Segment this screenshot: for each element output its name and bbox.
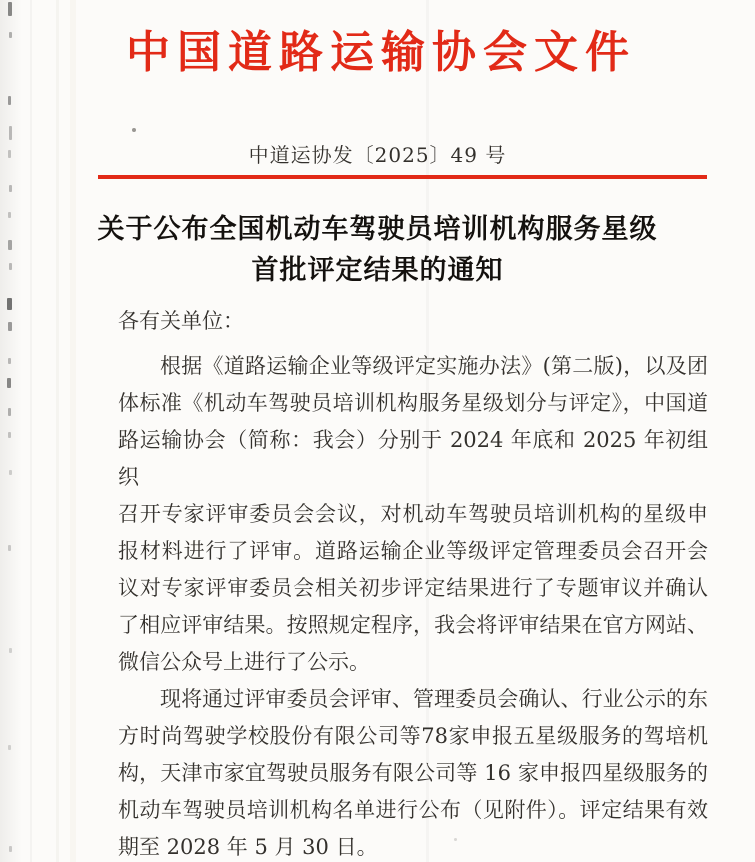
text-line: 议对专家评审委员会相关初步评定结果进行了专题审议并确认 (118, 576, 708, 600)
notice-title-line1: 关于公布全国机动车驾驶员培训机构服务星级 (97, 214, 658, 245)
text-line: 根据《道路运输企业等级评定实施办法》(第二版)，以及团 (160, 354, 708, 378)
text-line: 构，天津市家宜驾驶员服务有限公司等 16 家申报四星级服务的 (118, 761, 708, 785)
notice-title (0, 209, 755, 291)
paragraph-1 (118, 348, 708, 681)
paragraph-2 (118, 681, 708, 862)
notice-body (118, 303, 708, 862)
document-number: 中道运协发〔2025〕49 号 (248, 143, 507, 167)
text-line: 路运输协会（简称：我会）分别于 2024 年底和 2025 年初组织 (118, 428, 708, 489)
salutation: 各有关单位： (118, 309, 244, 333)
red-divider-rule (98, 175, 707, 179)
text-line: 体标准《机动车驾驶员培训机构服务星级划分与评定》，中国道 (118, 391, 708, 415)
text-line: 召开专家评审委员会会议，对机动车驾驶员培训机构的星级申 (118, 502, 708, 526)
text-line: 报材料进行了评审。道路运输企业等级评定管理委员会召开会 (118, 539, 708, 563)
scan-streak (70, 0, 76, 862)
text-line: 机动车驾驶员培训机构名单进行公布（见附件）。评定结果有效 (118, 798, 708, 822)
letterhead-title: 中国道路运输协会文件 (126, 27, 636, 78)
text-line: 微信公众号上进行了公示。 (118, 650, 370, 674)
scan-streak (30, 0, 32, 862)
notice-title-line2: 首批评定结果的通知 (251, 255, 504, 286)
scan-streak (56, 0, 59, 862)
text-line: 现将通过评审委员会评审、管理委员会确认、行业公示的东 (160, 687, 708, 711)
text-line: 期至 2028 年 5 月 30 日。 (118, 835, 378, 859)
text-line: 方时尚驾驶学校股份有限公司等78家申报五星级服务的驾培机 (118, 724, 708, 748)
text-line: 了相应评审结果。按照规定程序，我会将评审结果在官方网站、 (118, 613, 708, 637)
